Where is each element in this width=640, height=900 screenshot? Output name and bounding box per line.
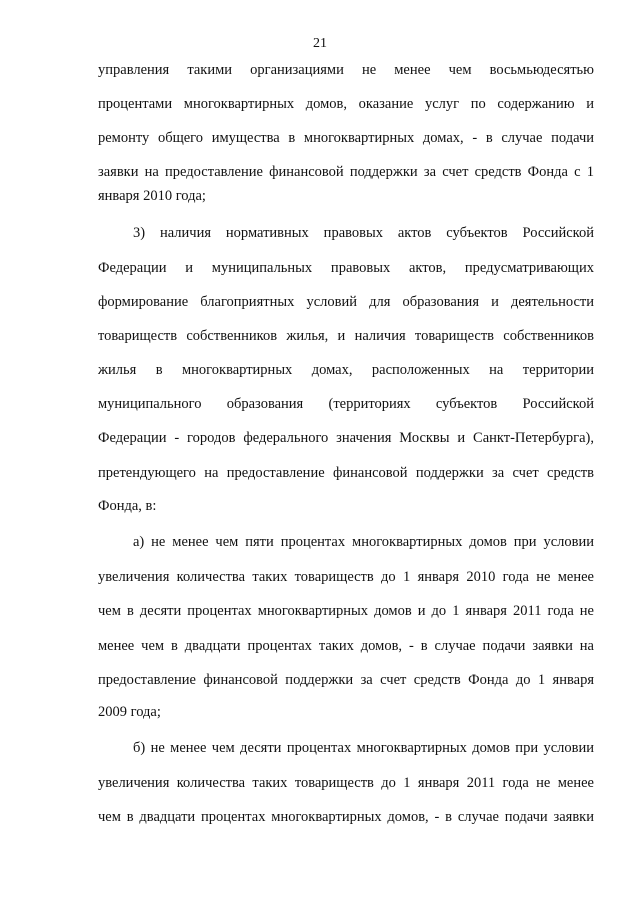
text-line: чем в десяти процентах многоквартирных домов и до 1 января 2011 года не (98, 603, 594, 619)
text-line: заявки на предоставление финансовой поддержки за счет средств Фонда с 1 (98, 164, 594, 180)
text-line: предоставление финансовой поддержки за счет средств Фонда до 1 января (98, 672, 594, 688)
page-number: 21 (313, 36, 327, 51)
text-line: претендующего на предоставление финансовой поддержки за счет средств (98, 465, 594, 481)
text-line: процентами многоквартирных домов, оказание услуг по содержанию и (98, 96, 594, 112)
text-line: жилья в многоквартирных домах, расположенных на территории (98, 362, 594, 378)
text-line: б) не менее чем десяти процентах многоквартирных домов при условии (133, 740, 594, 756)
text-line: формирование благоприятных условий для образования и деятельности (98, 294, 594, 310)
text-line: товариществ собственников жилья, и наличия товариществ собственников (98, 328, 594, 344)
text-line: чем в двадцати процентах многоквартирных домов, - в случае подачи заявки (98, 809, 594, 825)
text-line: менее чем в двадцати процентах таких домов, - в случае подачи заявки на (98, 638, 594, 654)
text-line: увеличения количества таких товариществ до 1 января 2010 года не менее (98, 569, 594, 585)
text-line: Фонда, в: (98, 498, 157, 514)
text-line: 2009 года; (98, 704, 161, 720)
text-line: 3) наличия нормативных правовых актов субъектов Российской (133, 225, 594, 241)
text-line: управления такими организациями не менее чем восьмьюдесятью (98, 62, 594, 78)
text-line: а) не менее чем пяти процентах многоквартирных домов при условии (133, 534, 594, 550)
text-line: Федерации и муниципальных правовых актов, предусматривающих (98, 260, 594, 276)
text-line: увеличения количества таких товариществ до 1 января 2011 года не менее (98, 775, 594, 791)
text-line: ремонту общего имущества в многоквартирных домах, - в случае подачи (98, 130, 594, 146)
text-line: января 2010 года; (98, 188, 206, 204)
text-line: муниципального образования (территориях субъектов Российской (98, 396, 594, 412)
text-line: Федерации - городов федерального значения Москвы и Санкт-Петербурга), (98, 430, 594, 446)
